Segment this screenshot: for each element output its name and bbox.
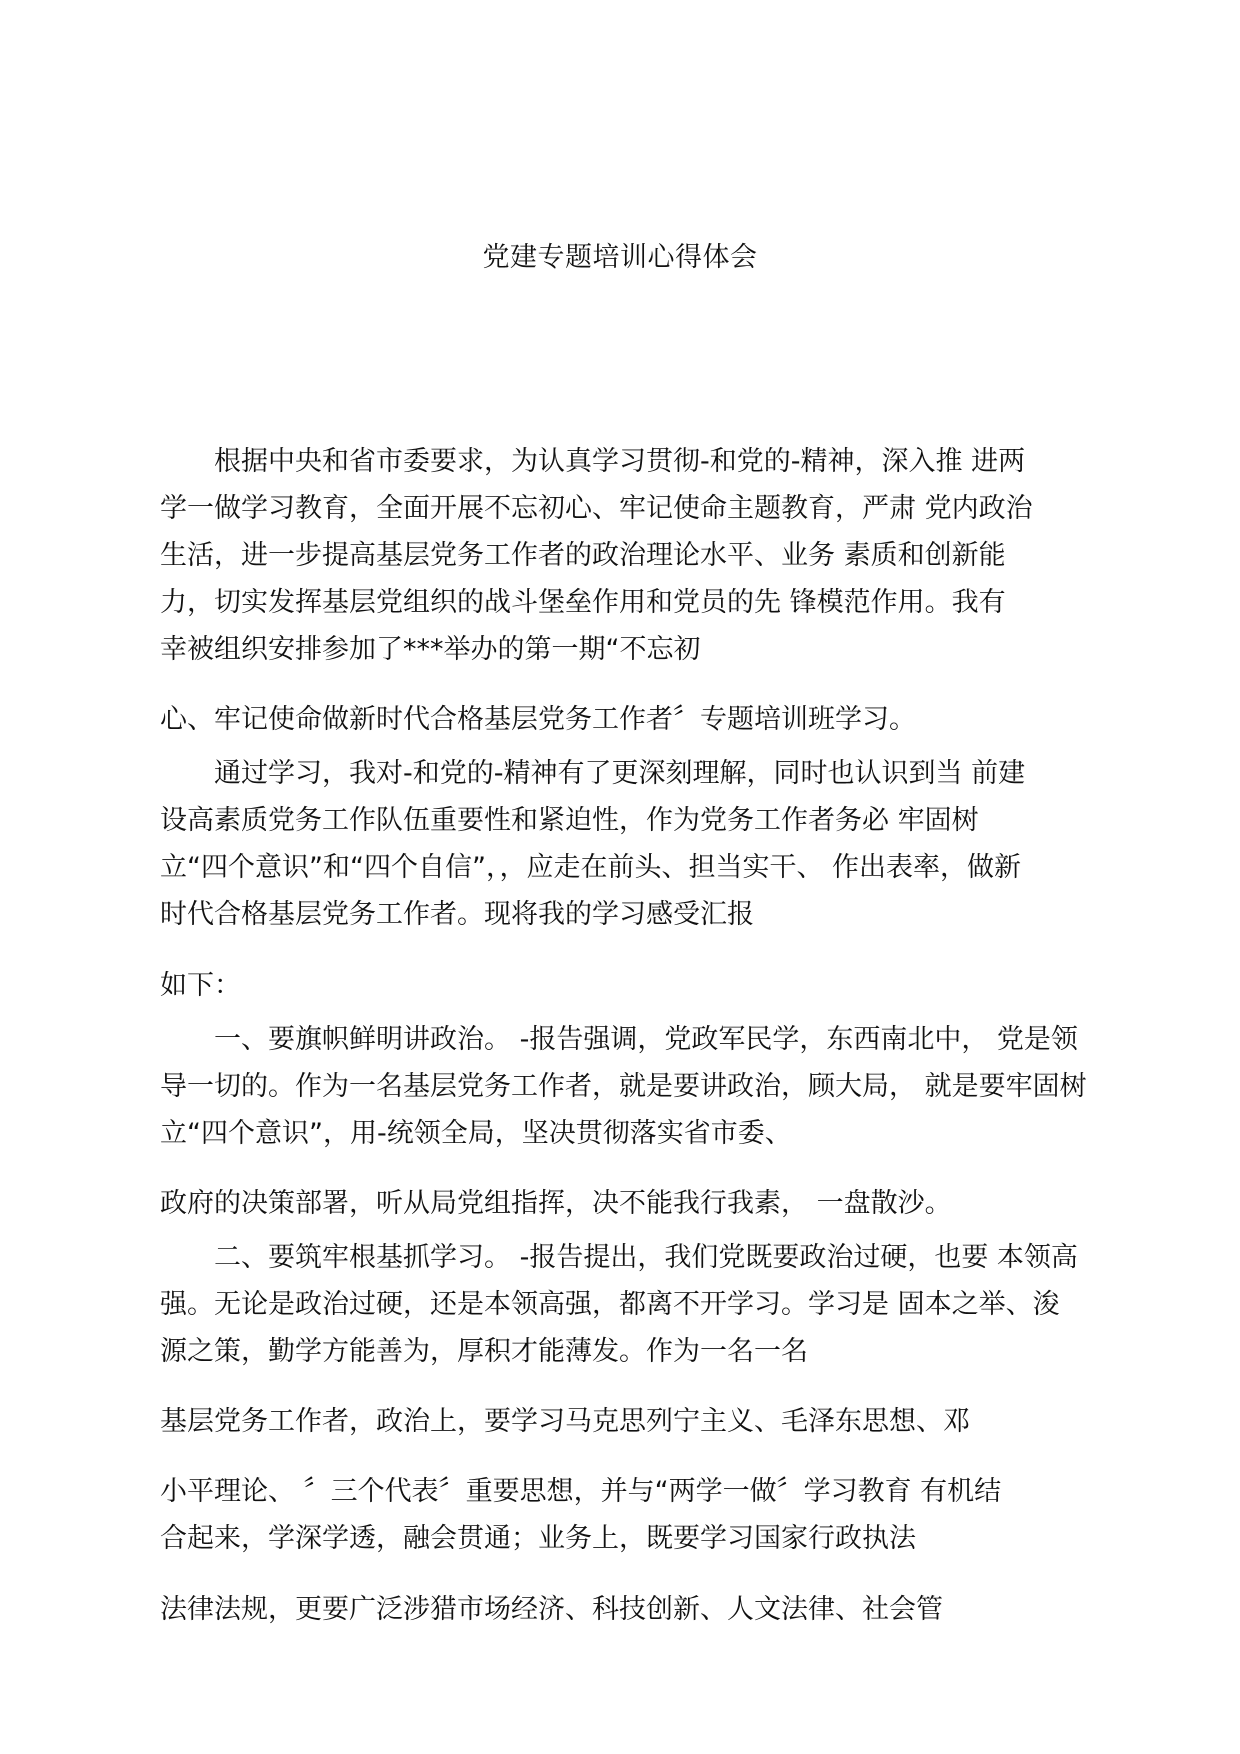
body-line: 时代合格基层党务工作者。现将我的学习感受汇报 — [160, 899, 754, 930]
body-line: 二、要筑牢根基抓学习。 -报告提出，我们党既要政治过硬，也要 本领高 — [160, 1242, 1078, 1273]
body-line: 生活，进一步提高基层党务工作者的政治理论水平、业务 素质和创新能 — [160, 540, 1006, 571]
body-line: 合起来，学深学透，融会贯通；业务上，既要学习国家行政执法 — [160, 1523, 916, 1554]
body-line: 学一做学习教育，全面开展不忘初心、牢记使命主题教育，严肃 党内政治 — [160, 493, 1033, 524]
body-line: 设高素质党务工作队伍重要性和紧迫性，作为党务工作者务必 牢固树 — [160, 805, 979, 836]
body-line: 法律法规，更要广泛涉猎市场经济、科技创新、人文法律、社会管 — [160, 1594, 943, 1625]
body-line: 一、要旗帜鲜明讲政治。 -报告强调，党政军民学，东西南北中， 党是领 — [160, 1024, 1078, 1055]
body-line: 通过学习，我对-和党的-精神有了更深刻理解，同时也认识到当 前建 — [160, 758, 1026, 789]
body-line: 源之策，勤学方能善为，厚积才能薄发。作为一名一名 — [160, 1336, 808, 1367]
body-line: 心、牢记使命做新时代合格基层党务工作者〞专题培训班学习。 — [160, 704, 916, 735]
body-line: 小平理论、 〞三个代表〞重要思想，并与“两学一做〞学习教育 有机结 — [160, 1476, 1002, 1507]
body-line: 立“四个意识”，用-统领全局，坚决贯彻落实省市委、 — [160, 1118, 792, 1149]
document-title: 党建专题培训心得体会 — [482, 242, 758, 273]
body-line: 政府的决策部署，听从局党组指挥，决不能我行我素， 一盘散沙。 — [160, 1188, 952, 1219]
body-line: 根据中央和省市委要求，为认真学习贯彻-和党的-精神，深入推 进两 — [160, 446, 1026, 477]
body-line: 力，切实发挥基层党组织的战斗堡垒作用和党员的先 锋模范作用。我有 — [160, 587, 1006, 618]
body-line: 基层党务工作者，政治上，要学习马克思列宁主义、毛泽东思想、邓 — [160, 1406, 970, 1437]
body-line: 立“四个意识”和“四个自信”，，应走在前头、担当实干、 作出表率，做新 — [160, 852, 1022, 883]
body-line: 如下： — [160, 970, 241, 1001]
body-line: 导一切的。作为一名基层党务工作者，就是要讲政治，顾大局， 就是要牢固树 — [160, 1071, 1087, 1102]
body-line: 幸被组织安排参加了***举办的第一期“不忘初 — [160, 634, 701, 665]
body-line: 强。无论是政治过硬，还是本领高强，都离不开学习。学习是 固本之举、浚 — [160, 1289, 1060, 1320]
